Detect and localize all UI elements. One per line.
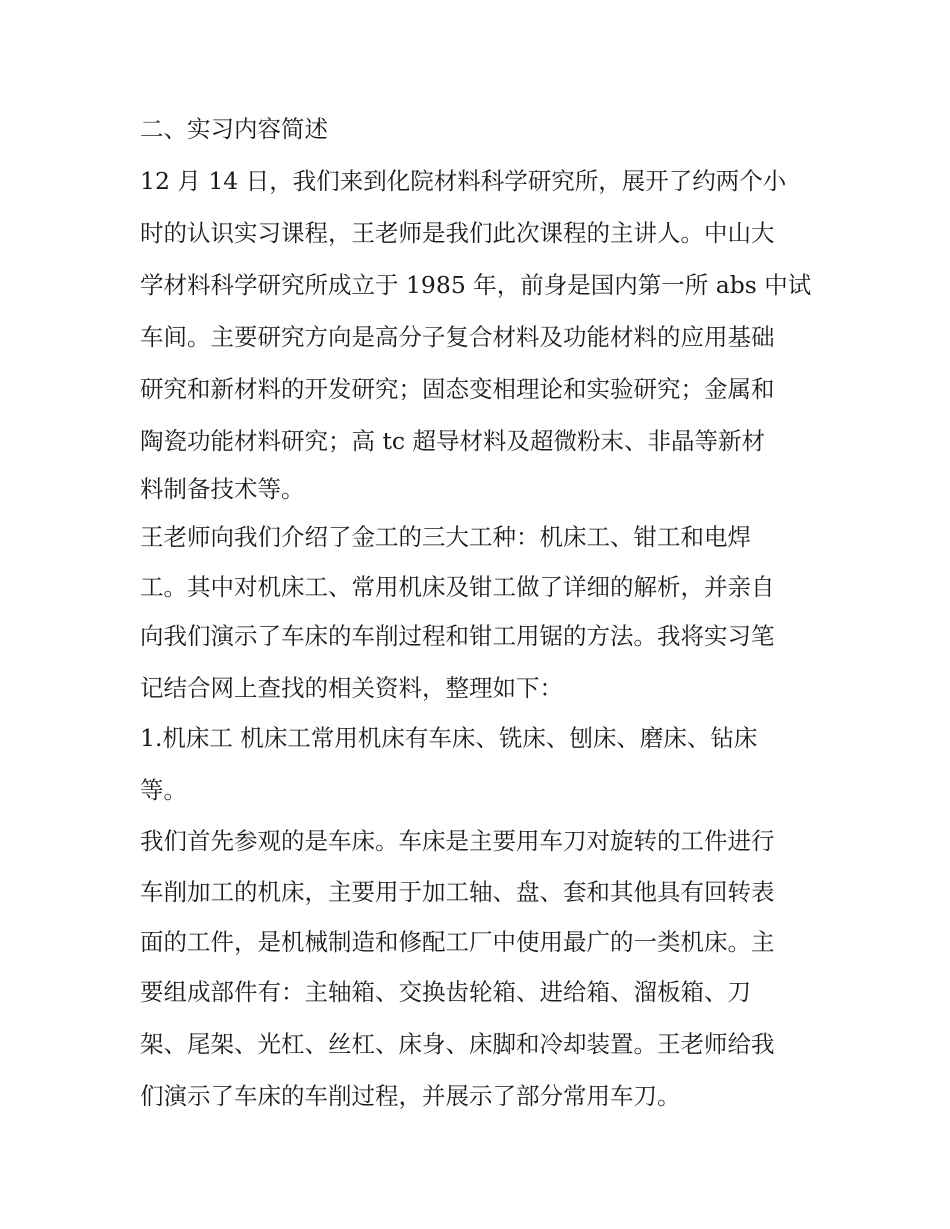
paragraph-line: 我们首先参观的是车床。车床是主要用车刀对旋转的工件进行	[140, 827, 775, 855]
paragraph-line: 架、尾架、光杠、丝杠、床身、床脚和冷却装置。王老师给我	[140, 1030, 775, 1058]
list-item-line: 等。	[140, 776, 187, 804]
paragraph-line: 12 月 14 日，我们来到化院材料科学研究所，展开了约两个小	[140, 167, 787, 195]
paragraph-line: 车削加工的机床，主要用于加工轴、盘、套和其他具有回转表	[140, 878, 775, 906]
paragraph-line: 研究和新材料的开发研究；固态变相理论和实验研究；金属和	[140, 375, 775, 403]
paragraph-line: 陶瓷功能材料研究；高 tc 超导材料及超微粉末、非晶等新材	[140, 427, 766, 455]
paragraph-line: 车间。主要研究方向是高分子复合材料及功能材料的应用基础	[140, 323, 775, 351]
paragraph-line: 学材料科学研究所成立于 1985 年，前身是国内第一所 abs 中试	[140, 271, 812, 299]
paragraph-line: 记结合网上查找的相关资料，整理如下：	[140, 674, 563, 702]
paragraph-line: 时的认识实习课程，王老师是我们此次课程的主讲人。中山大	[140, 219, 775, 247]
paragraph-line: 料制备技术等。	[140, 475, 305, 503]
paragraph-line: 面的工件，是机械制造和修配工厂中使用最广的一类机床。主	[140, 928, 775, 956]
paragraph-line: 向我们演示了车床的车削过程和钳工用锯的方法。我将实习笔	[140, 622, 775, 650]
paragraph-line: 工。其中对机床工、常用机床及钳工做了详细的解析，并亲自	[140, 573, 775, 601]
paragraph-line: 们演示了车床的车削过程，并展示了部分常用车刀。	[140, 1082, 681, 1110]
list-item-line: 1.机床工 机床工常用机床有车床、铣床、刨床、磨床、钻床	[140, 724, 758, 752]
section-heading: 二、实习内容简述	[140, 115, 328, 143]
paragraph-line: 要组成部件有：主轴箱、交换齿轮箱、进给箱、溜板箱、刀	[140, 978, 751, 1006]
paragraph-line: 王老师向我们介绍了金工的三大工种：机床工、钳工和电焊	[140, 523, 751, 551]
